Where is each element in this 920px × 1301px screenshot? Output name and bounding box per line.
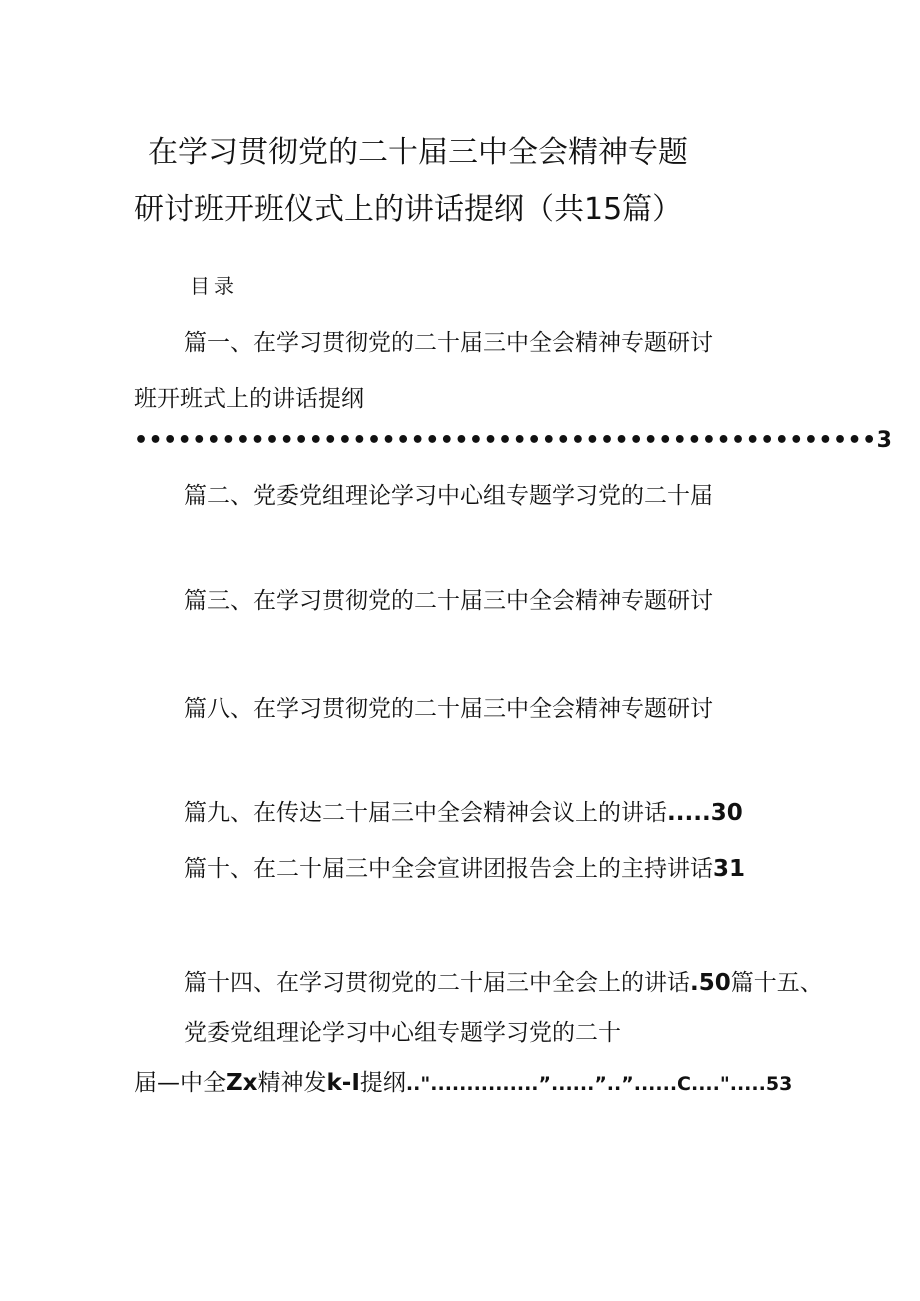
page-number: .50	[690, 970, 731, 996]
toc-entry-9	[184, 802, 743, 825]
toc-entry-2: 篇二、党委党组理论学习中心组专题学习党的二十届	[184, 483, 713, 509]
toc-entry-15-line-2: 党委党组理论学习中心组专题学习党的二十	[184, 1020, 621, 1046]
title-line-1: 在学习贯彻党的二十届三中全会精神专题	[148, 135, 688, 170]
toc-entry-1-line-2: 班开班式上的讲话提纲	[134, 386, 364, 412]
toc-entry-1-leader-line	[134, 430, 892, 452]
garbled-text: Zx	[226, 1070, 258, 1096]
dot-leader: .."...............”......”..”......C....".....	[405, 1073, 766, 1095]
entry-text: 篇九、在传达二十届三中全会精神会议上的讲话	[184, 800, 667, 826]
page-number: 31	[713, 856, 746, 882]
entry-text: 提纲	[359, 1070, 406, 1096]
toc-entry-15-line-3	[134, 1072, 792, 1095]
page-number: 53	[765, 1073, 793, 1095]
toc-label: 目录	[190, 274, 238, 298]
entry-text: 篇十、在二十届三中全会宣讲团报告会上的主持讲话	[184, 856, 713, 882]
toc-entry-14-line-1	[184, 972, 823, 995]
toc-entry-1-line-1: 篇一、在学习贯彻党的二十届三中全会精神专题研讨	[184, 330, 713, 356]
entry-text: 篇十四、在学习贯彻党的二十届三中全会上的讲话	[184, 970, 690, 996]
entry-text-continuation: 篇十五、	[730, 970, 823, 996]
toc-entry-10	[184, 858, 745, 881]
toc-entry-8: 篇八、在学习贯彻党的二十届三中全会精神专题研讨	[184, 696, 713, 722]
page-number: 30	[710, 800, 743, 826]
dot-leader: •••••••••••••••••••••••••••••••••••••••••••••••••••	[134, 428, 877, 453]
entry-text: 届—中全	[134, 1070, 226, 1096]
entry-text: 精神发	[257, 1070, 327, 1096]
dot-leader: .....	[667, 800, 711, 826]
page-number: 3	[876, 428, 893, 453]
garbled-text: k-I	[326, 1070, 360, 1096]
title-line-2: 研讨班开班仪式上的讲话提纲（共15篇）	[134, 192, 683, 227]
toc-entry-3: 篇三、在学习贯彻党的二十届三中全会精神专题研讨	[184, 588, 713, 614]
